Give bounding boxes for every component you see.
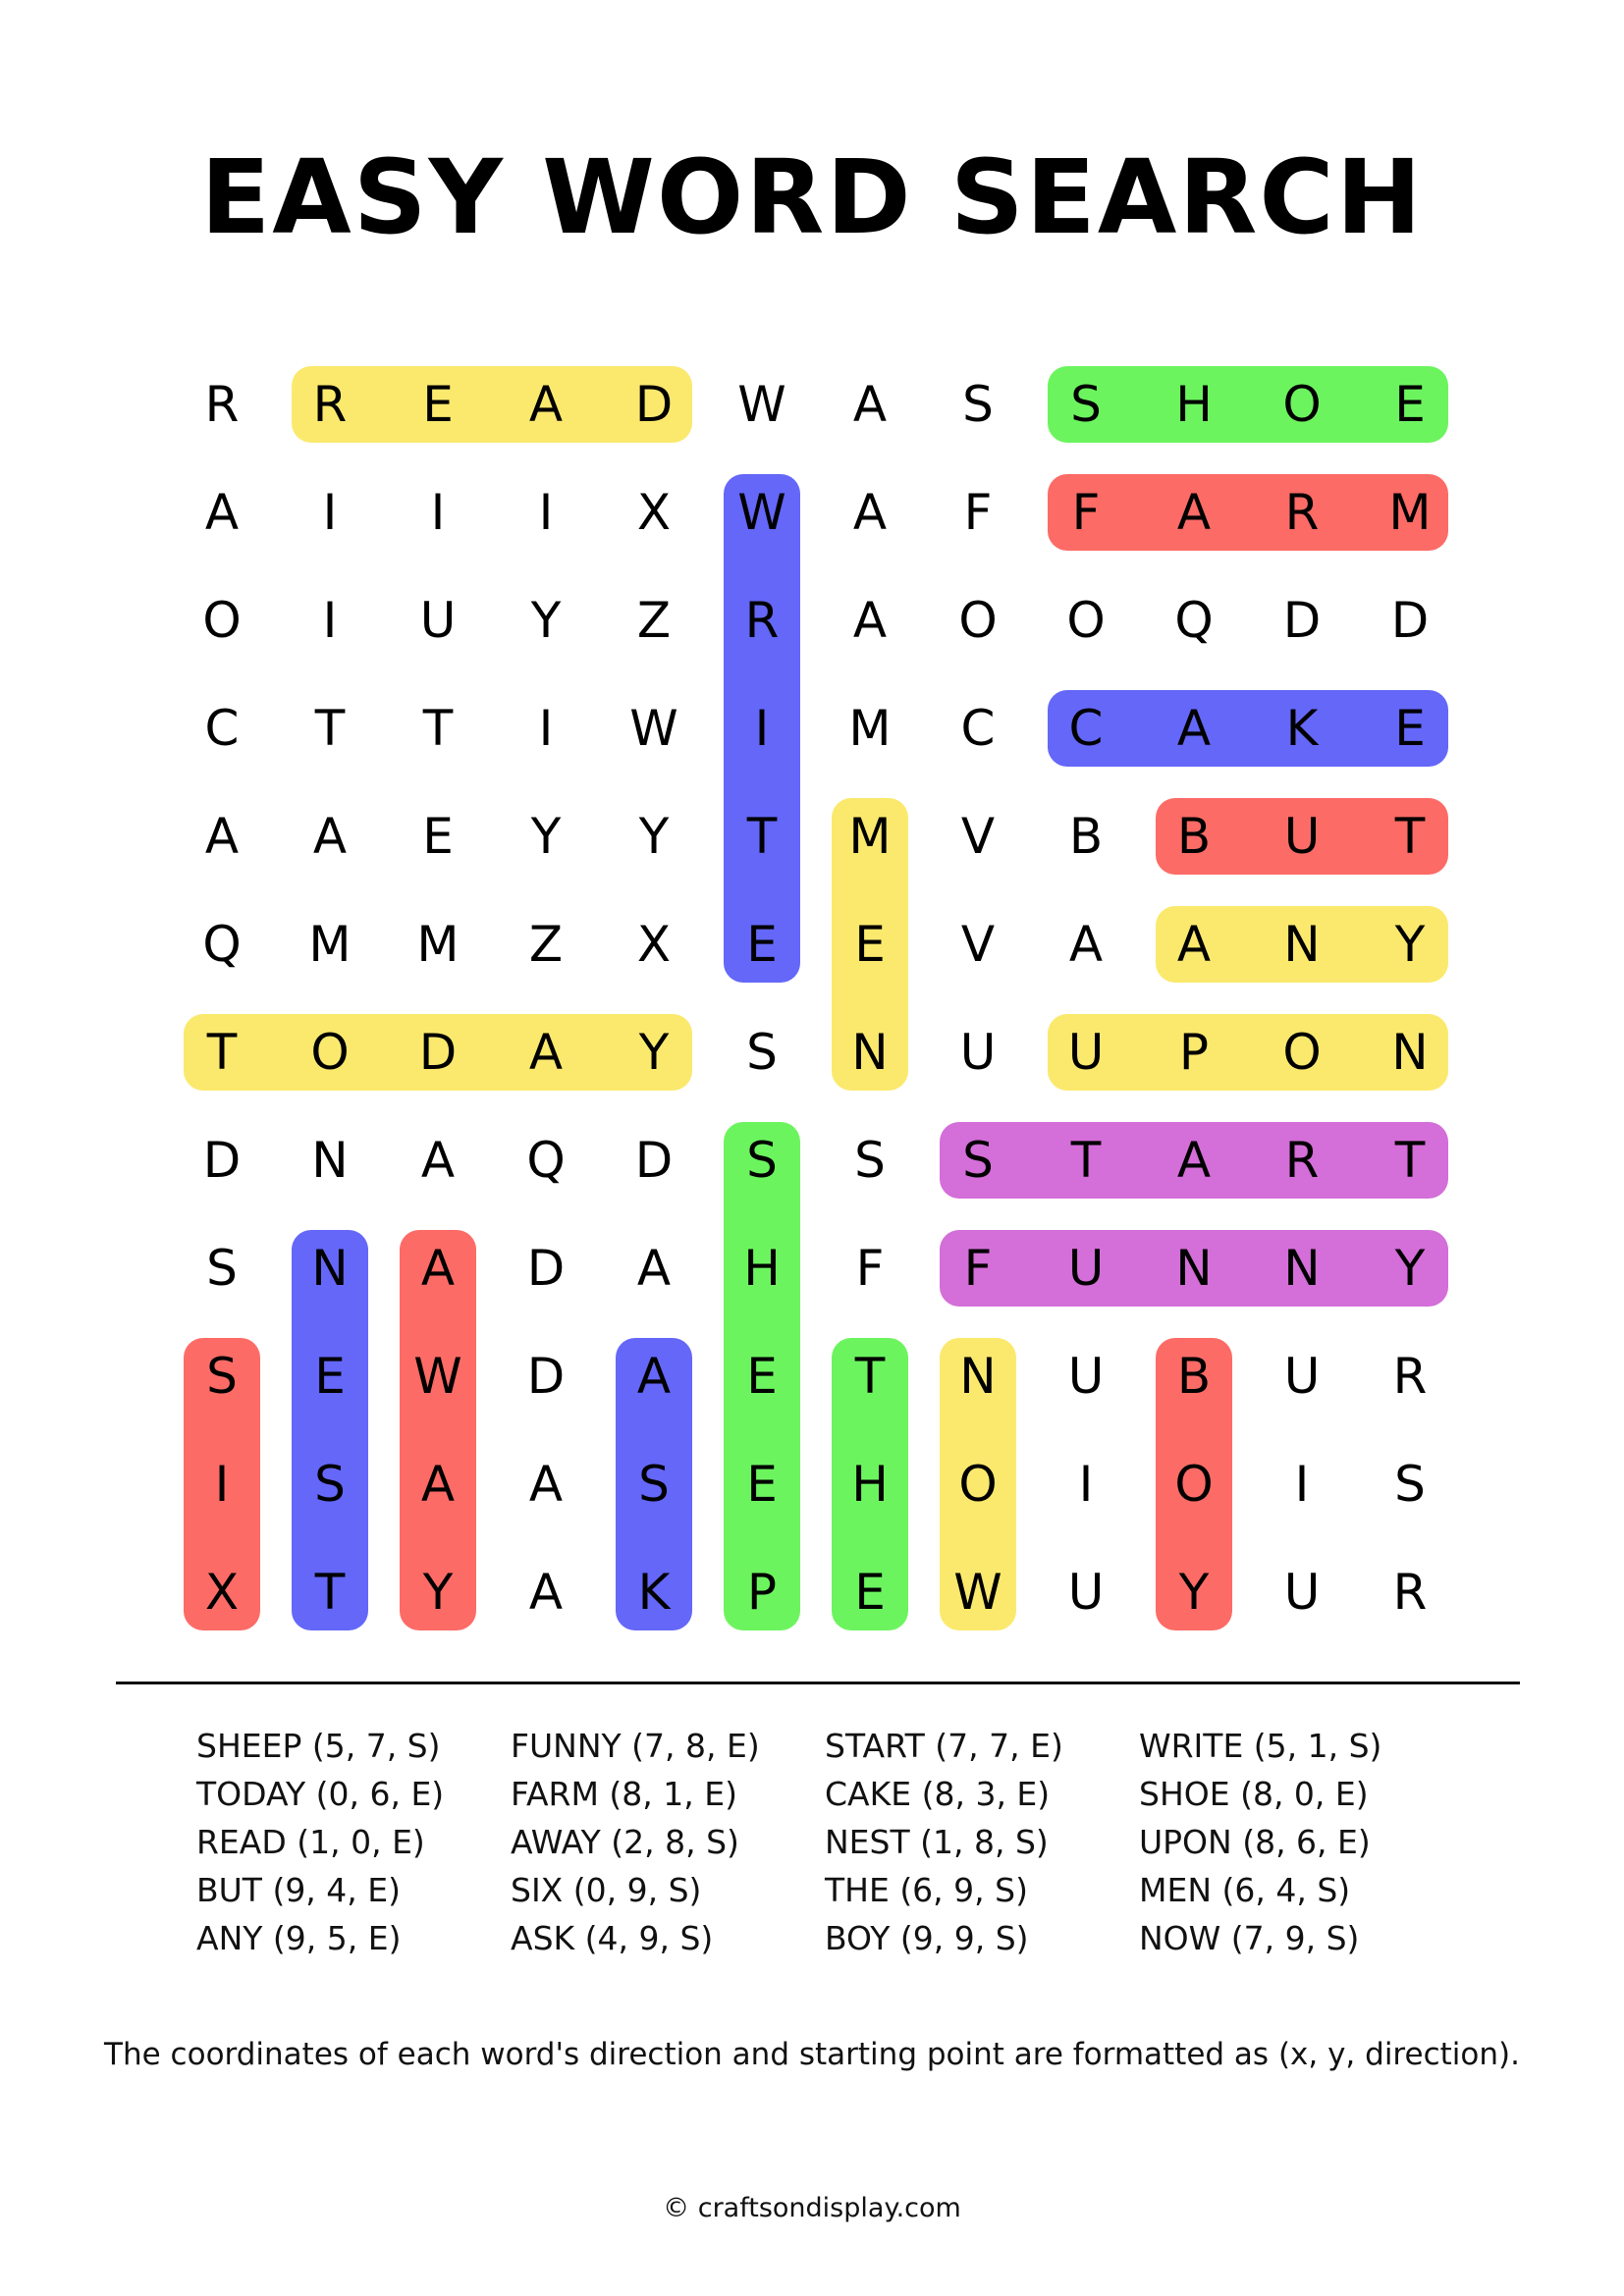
credit-footer: © craftsondisplay.com	[663, 2193, 961, 2223]
grid-cell: N	[959, 1348, 997, 1405]
grid-cell: I	[538, 484, 554, 541]
grid-cell: I	[754, 700, 770, 757]
answer-key-entry: NOW (7, 9, S)	[1139, 1919, 1360, 1957]
grid-cell: O	[1282, 376, 1322, 433]
grid-cell: A	[528, 376, 564, 433]
answer-key-column-1	[196, 1722, 444, 1962]
grid-cell: P	[1178, 1024, 1210, 1081]
grid-cell: R	[744, 592, 780, 649]
answer-key-column-4	[1139, 1722, 1381, 1962]
grid-cell: F	[963, 1240, 993, 1297]
grid-cell: T	[1394, 1132, 1426, 1189]
grid-cell: Y	[1394, 916, 1426, 973]
grid-cell: R	[204, 376, 240, 433]
grid-cell: I	[1078, 1456, 1094, 1513]
grid-cell: A	[1176, 916, 1212, 973]
grid-cell: R	[1392, 1564, 1428, 1621]
grid-cell: K	[637, 1564, 671, 1621]
grid-cell: T	[1394, 808, 1426, 865]
grid-cell: D	[634, 376, 674, 433]
grid-cell: I	[1294, 1456, 1310, 1513]
grid-cell: A	[1176, 1132, 1212, 1189]
grid-cell: Y	[530, 592, 562, 649]
grid-cell: W	[737, 484, 786, 541]
grid-cell: E	[746, 1456, 778, 1513]
grid-cell: R	[1284, 484, 1320, 541]
grid-cell: B	[1068, 808, 1104, 865]
grid-cell: V	[960, 916, 996, 973]
grid-cell: E	[422, 376, 454, 433]
grid-cell: N	[1283, 1240, 1321, 1297]
grid-cell: Y	[1394, 1240, 1426, 1297]
grid-cell: S	[206, 1348, 238, 1405]
grid-cell: D	[634, 1132, 674, 1189]
grid-cell: T	[1070, 1132, 1102, 1189]
grid-cell: S	[746, 1132, 778, 1189]
answer-key-entry: ANY (9, 5, E)	[196, 1919, 402, 1957]
grid-cell: S	[746, 1024, 778, 1081]
grid-cell: O	[310, 1024, 350, 1081]
grid-cell: T	[854, 1348, 886, 1405]
grid-cell: H	[1175, 376, 1213, 433]
grid-cell: V	[960, 808, 996, 865]
grid-cell: D	[418, 1024, 458, 1081]
grid-cell: U	[1067, 1564, 1105, 1621]
grid-cell: W	[953, 1564, 1002, 1621]
grid-cell: A	[204, 484, 240, 541]
grid-cell: A	[1176, 700, 1212, 757]
grid-cell: U	[419, 592, 457, 649]
answer-key-entry: FUNNY (7, 8, E)	[511, 1727, 760, 1765]
grid-cell: B	[1176, 1348, 1212, 1405]
grid-cell: Y	[530, 808, 562, 865]
grid-cell: C	[1068, 700, 1104, 757]
grid-cell: H	[851, 1456, 889, 1513]
grid-cell: E	[854, 916, 886, 973]
grid-cell: A	[636, 1348, 672, 1405]
grid-cell: O	[958, 592, 998, 649]
grid-cell: D	[526, 1348, 566, 1405]
grid-cell: E	[746, 1348, 778, 1405]
grid-cell: Z	[528, 916, 564, 973]
grid-cell: O	[1174, 1456, 1214, 1513]
answer-key-entry: SIX (0, 9, S)	[511, 1871, 702, 1909]
grid-cell: U	[959, 1024, 997, 1081]
grid-cell: I	[214, 1456, 230, 1513]
grid-cell: Q	[1174, 592, 1214, 649]
answer-key-entry: NEST (1, 8, S)	[825, 1823, 1049, 1861]
grid-cell: E	[1394, 700, 1426, 757]
answer-key-column-2	[511, 1722, 760, 1962]
grid-cell: O	[202, 592, 242, 649]
grid-cell: T	[422, 700, 454, 757]
grid-cell: F	[855, 1240, 885, 1297]
grid-cell: T	[314, 1564, 346, 1621]
grid-cell: Y	[422, 1564, 454, 1621]
grid-cell: B	[1176, 808, 1212, 865]
grid-cell: S	[1070, 376, 1102, 433]
grid-cell: P	[746, 1564, 778, 1621]
grid-cell: D	[202, 1132, 242, 1189]
grid-cell: C	[204, 700, 240, 757]
grid-cell: R	[1392, 1348, 1428, 1405]
grid-cell: T	[314, 700, 346, 757]
grid-cell: S	[1394, 1456, 1426, 1513]
grid-cell: O	[1282, 1024, 1322, 1081]
grid-cell: A	[636, 1240, 672, 1297]
grid-cell: D	[1282, 592, 1322, 649]
grid-cell: W	[629, 700, 678, 757]
grid-cell: O	[1066, 592, 1106, 649]
grid-cell: S	[962, 376, 994, 433]
grid-cell: Y	[638, 808, 670, 865]
grid-cell: Y	[1178, 1564, 1210, 1621]
grid-cell: S	[962, 1132, 994, 1189]
grid-cell: M	[308, 916, 352, 973]
grid-cell: A	[528, 1564, 564, 1621]
grid-cell: U	[1067, 1348, 1105, 1405]
grid-cell: N	[311, 1240, 349, 1297]
grid-cell: N	[1175, 1240, 1213, 1297]
grid-cell: A	[420, 1240, 456, 1297]
grid-cell: E	[314, 1348, 346, 1405]
grid-cell: X	[204, 1564, 240, 1621]
grid-cell: I	[538, 700, 554, 757]
grid-cell: E	[422, 808, 454, 865]
answer-key-entry: SHEEP (5, 7, S)	[196, 1727, 441, 1765]
grid-cell: T	[746, 808, 778, 865]
grid-cell: E	[1394, 376, 1426, 433]
answer-key-entry: THE (6, 9, S)	[825, 1871, 1028, 1909]
answer-key-entry: SHOE (8, 0, E)	[1139, 1775, 1369, 1813]
grid-cell: M	[1388, 484, 1432, 541]
grid-cell: Q	[202, 916, 242, 973]
grid-cell: D	[1390, 592, 1430, 649]
grid-cell: W	[413, 1348, 462, 1405]
grid-cell: S	[314, 1456, 346, 1513]
grid-cell: U	[1067, 1024, 1105, 1081]
grid-cell: U	[1067, 1240, 1105, 1297]
grid-cell: M	[416, 916, 460, 973]
grid-cell: W	[737, 376, 786, 433]
grid-cell: Z	[636, 592, 672, 649]
grid-cell: U	[1283, 1564, 1321, 1621]
grid-cell: S	[638, 1456, 670, 1513]
answer-key-entry: READ (1, 0, E)	[196, 1823, 425, 1861]
answer-key-entry: FARM (8, 1, E)	[511, 1775, 737, 1813]
grid-cell: A	[204, 808, 240, 865]
grid-cell: A	[420, 1132, 456, 1189]
grid-cell: I	[322, 484, 338, 541]
answer-key-entry: ASK (4, 9, S)	[511, 1919, 714, 1957]
grid-cell: R	[1284, 1132, 1320, 1189]
answer-key-entry: MEN (6, 4, S)	[1139, 1871, 1351, 1909]
grid-cell: A	[528, 1024, 564, 1081]
grid-cell: S	[206, 1240, 238, 1297]
grid-cell: A	[1176, 484, 1212, 541]
grid-cell: S	[854, 1132, 886, 1189]
grid-cell: H	[743, 1240, 781, 1297]
grid-cell: Q	[526, 1132, 566, 1189]
grid-cell: N	[311, 1132, 349, 1189]
grid-cell: T	[206, 1024, 238, 1081]
grid-cell: A	[420, 1456, 456, 1513]
grid-cell: U	[1283, 1348, 1321, 1405]
grid-cell: Y	[638, 1024, 670, 1081]
answer-key-entry: AWAY (2, 8, S)	[511, 1823, 739, 1861]
grid-cell: O	[958, 1456, 998, 1513]
grid-cell: X	[636, 916, 672, 973]
grid-cell: I	[430, 484, 446, 541]
grid-cell: A	[312, 808, 348, 865]
answer-key-entry: TODAY (0, 6, E)	[196, 1775, 445, 1813]
answer-key-entry: CAKE (8, 3, E)	[825, 1775, 1051, 1813]
answer-key-entry: BOY (9, 9, S)	[825, 1919, 1029, 1957]
coordinates-note: The coordinates of each word's direction and starting point are formatted as (x, y, direction).	[104, 2037, 1520, 2072]
grid-cell: U	[1283, 808, 1321, 865]
grid-cell: K	[1285, 700, 1319, 757]
grid-cell: M	[848, 700, 892, 757]
grid-cell: N	[851, 1024, 889, 1081]
answer-key-entry: WRITE (5, 1, S)	[1139, 1727, 1382, 1765]
grid-cell: A	[852, 484, 888, 541]
answer-key-entry: START (7, 7, E)	[825, 1727, 1063, 1765]
grid-cell: I	[322, 592, 338, 649]
grid-cell: N	[1391, 1024, 1429, 1081]
answer-key-entry: BUT (9, 4, E)	[196, 1871, 401, 1909]
grid-cell: A	[1068, 916, 1104, 973]
grid-cell: F	[1071, 484, 1101, 541]
grid-cell: E	[854, 1564, 886, 1621]
grid-cell: D	[526, 1240, 566, 1297]
answer-key-entry: UPON (8, 6, E)	[1139, 1823, 1371, 1861]
page-title: EASY WORD SEARCH	[200, 137, 1424, 257]
grid-cell: C	[960, 700, 996, 757]
grid-cell: M	[848, 808, 892, 865]
grid-cell: A	[528, 1456, 564, 1513]
grid-cell: R	[312, 376, 348, 433]
divider	[116, 1682, 1520, 1684]
grid-cell: F	[963, 484, 993, 541]
grid-cell: X	[636, 484, 672, 541]
grid-cell: A	[852, 592, 888, 649]
grid-cell: A	[852, 376, 888, 433]
grid-cell: N	[1283, 916, 1321, 973]
answer-key-column-3	[825, 1722, 1063, 1962]
grid-cell: E	[746, 916, 778, 973]
